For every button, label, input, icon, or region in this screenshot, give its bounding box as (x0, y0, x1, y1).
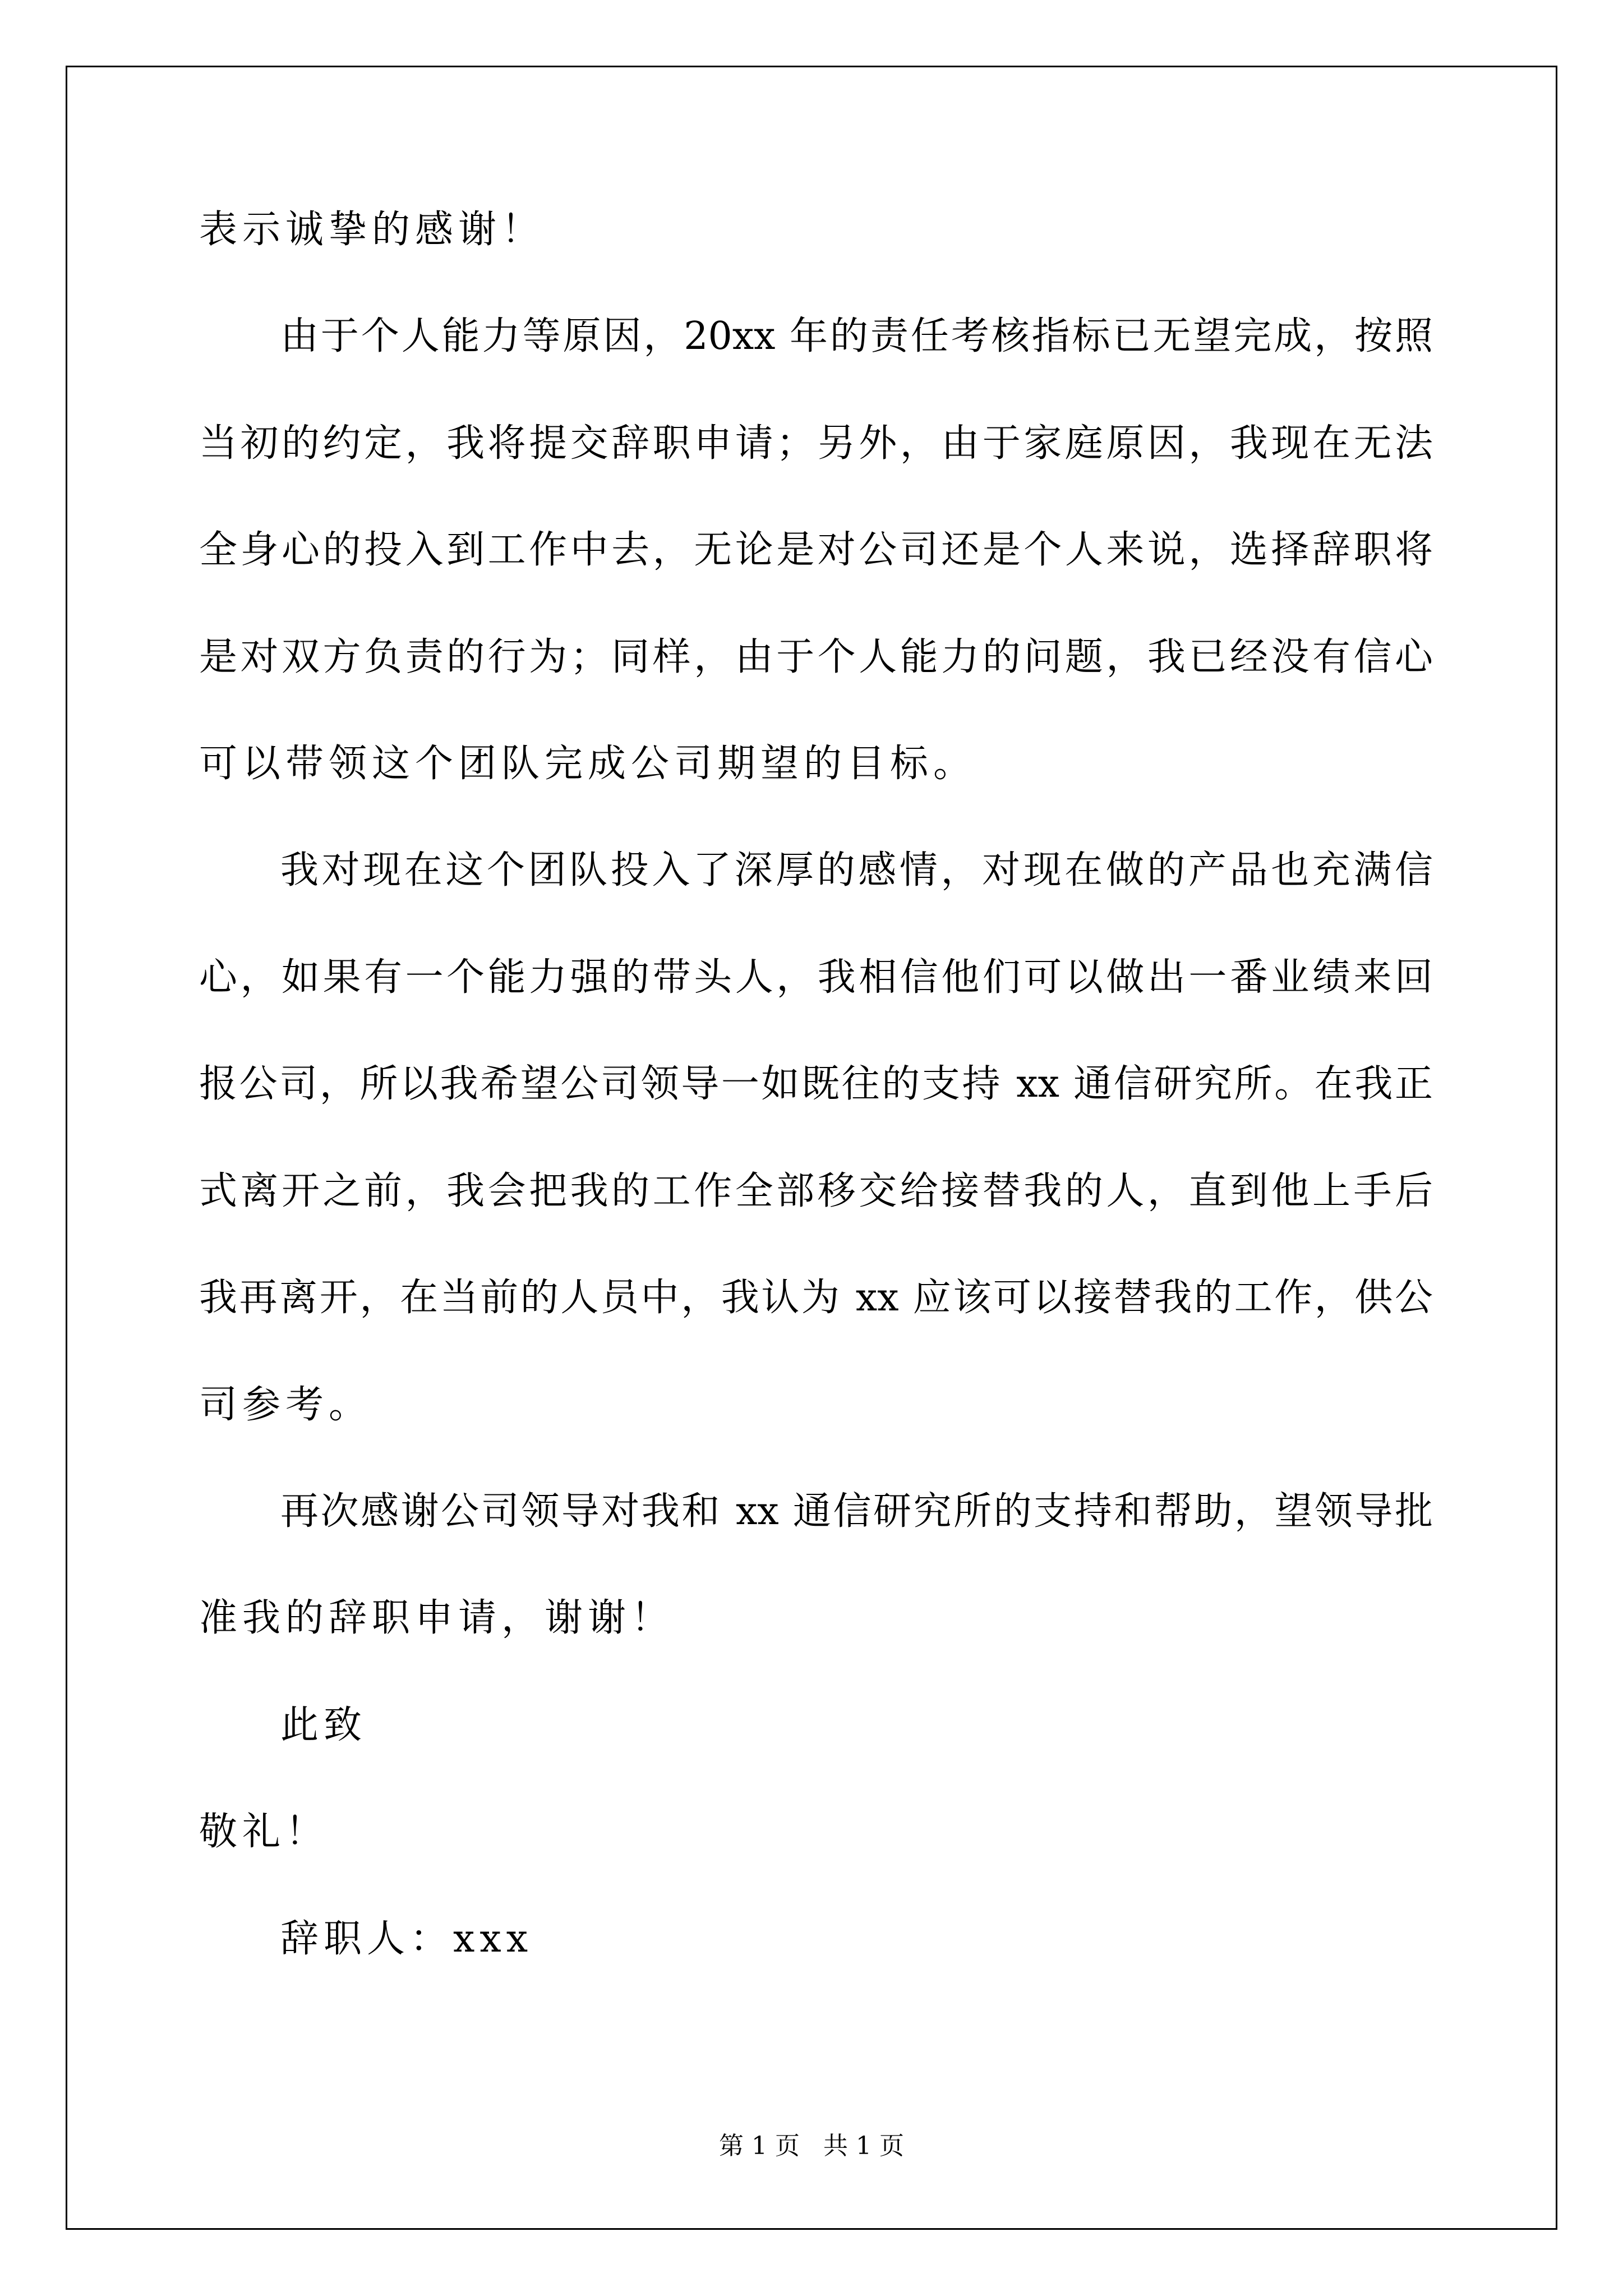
paragraph-1-line-5: 可以带领这个团队完成公司期望的目标。 (199, 742, 977, 786)
closing-regards: 敬礼！ (199, 1810, 329, 1854)
paragraph-1-line-3: 全身心的投入到工作中去，无论是对公司还是个人来说，选择辞职将 (199, 528, 1433, 572)
page-border (66, 66, 1557, 2230)
paragraph-1-line-4: 是对双方负责的行为；同样，由于个人能力的问题，我已经没有信心 (199, 635, 1433, 679)
signature-line: 辞职人：xxx (280, 1917, 533, 1961)
text-line: 表示诚挚的感谢！ (199, 208, 545, 252)
page-footer: 第 1 页 共 1 页 (719, 2132, 904, 2160)
paragraph-2-line-3: 报公司，所以我希望公司领导一如既往的支持 xx 通信研究所。在我正 (199, 1062, 1433, 1106)
paragraph-1-line-2: 当初的约定，我将提交辞职申请；另外，由于家庭原因，我现在无法 (199, 421, 1433, 466)
closing-salutation: 此致 (280, 1703, 367, 1747)
paragraph-2-line-2: 心，如果有一个能力强的带头人，我相信他们可以做出一番业绩来回 (199, 955, 1433, 1000)
paragraph-2-line-5: 我再离开，在当前的人员中，我认为 xx 应该可以接替我的工作，供公 (199, 1276, 1433, 1320)
paragraph-2-line-1: 我对现在这个团队投入了深厚的感情，对现在做的产品也充满信 (280, 848, 1433, 892)
paragraph-1-line-1: 由于个人能力等原因，20xx 年的责任考核指标已无望完成，按照 (280, 314, 1433, 358)
paragraph-3-line-2: 准我的辞职申请，谢谢！ (199, 1596, 675, 1640)
paragraph-3-line-1: 再次感谢公司领导对我和 xx 通信研究所的支持和帮助，望领导批 (280, 1489, 1433, 1534)
paragraph-2-line-6: 司参考。 (199, 1383, 372, 1427)
paragraph-2-line-4: 式离开之前，我会把我的工作全部移交给接替我的人，直到他上手后 (199, 1169, 1433, 1213)
